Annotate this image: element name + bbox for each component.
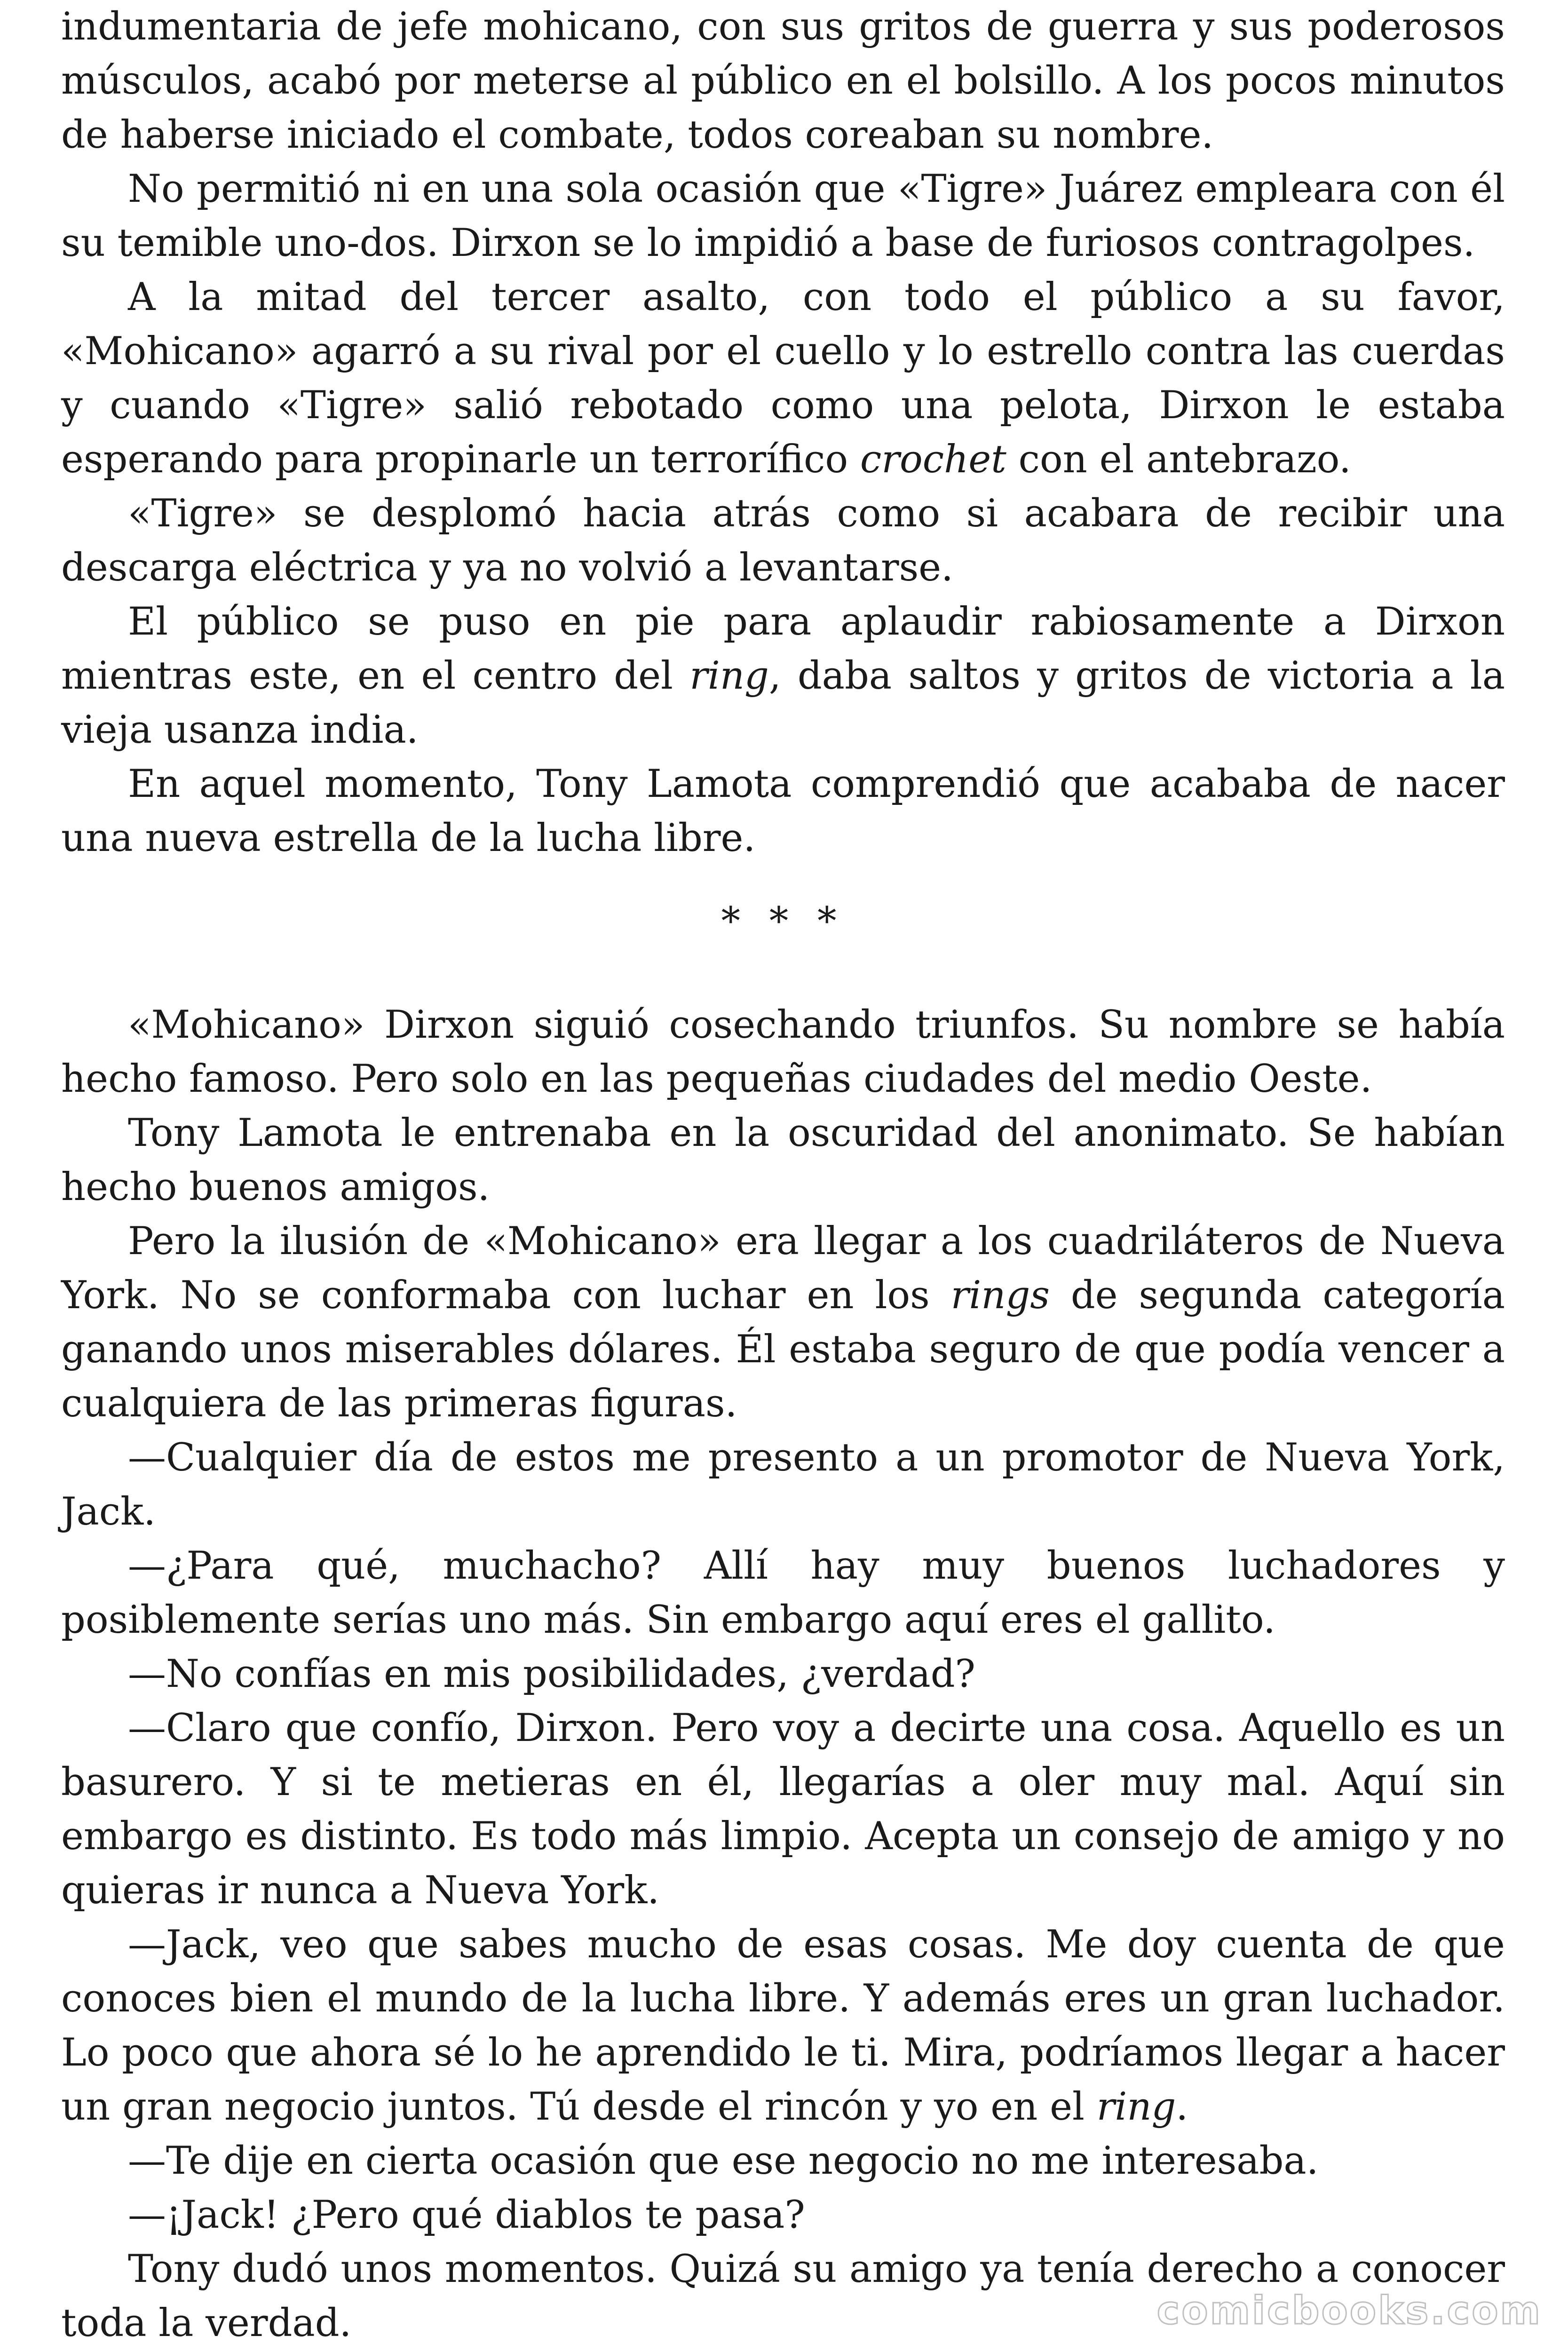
paragraph	[61, 2134, 1505, 2188]
paragraph-text: «Tigre» se desplomó hacia atrás como si acabara de recibir una descarga eléctrica y ya no volvió a levantarse.	[61, 492, 1505, 590]
paragraph	[61, 1647, 1505, 1701]
paragraph-text: —¡Jack! ¿Pero qué diablos te pasa?	[128, 2193, 805, 2237]
paragraph	[61, 595, 1505, 757]
paragraph-text: —Jack, veo que sabes mucho de esas cosas. Me doy cuenta de que conoces bien el mundo de la lucha libre. Y además eres un gran luchador. Lo poco que ahora sé lo he aprendido le ti. Mira, podríamos llegar a hacer un gran negocio juntos. Tú desde el rincón y yo en el	[61, 1923, 1505, 2129]
paragraph	[61, 1215, 1505, 1431]
paragraph	[61, 270, 1505, 487]
paragraph-text: «Mohicano» Dirxon siguió cosechando triunfos. Su nombre se había hecho famoso. Pero solo en las pequeñas ciudades del medio Oeste.	[61, 1003, 1505, 1101]
paragraph-text: —Claro que confío, Dirxon. Pero voy a decirte una cosa. Aquello es un basurero. Y si te metieras en él, llegarías a oler muy mal. Aquí sin embargo es distinto. Es todo más limpio. Acepta un consejo de amigo y no quieras ir nunca a Nueva York.	[61, 1706, 1505, 1913]
italic-text: ring	[1096, 2085, 1176, 2129]
scene-separator: * * *	[721, 899, 845, 944]
paragraph-text: —Cualquier día de estos me presento a un promotor de Nueva York, Jack.	[61, 1436, 1505, 1534]
paragraph-text: , daba saltos y gritos de victoria a la vieja usanza india.	[61, 654, 1505, 752]
paragraph	[61, 1701, 1505, 1918]
paragraph-text: Pero la ilusión de «Mohicano» era llegar a los cuadriláteros de Nueva York. No se conformaba con luchar en los	[61, 1219, 1505, 1318]
paragraph-text: —No confías en mis posibilidades, ¿verdad?	[128, 1652, 975, 1696]
paragraph	[61, 487, 1505, 595]
paragraph	[61, 1539, 1505, 1647]
paragraph	[61, 998, 1505, 1106]
paragraph-text: indumentaria de jefe mohicano, con sus gritos de guerra y sus poderosos músculos, acabó por meterse al público en el bolsillo. A los pocos minutos de haberse iniciado el combate, todos coreaban su nombre.	[61, 5, 1505, 157]
italic-text: crochet	[860, 437, 1006, 482]
paragraph	[61, 1918, 1505, 2134]
paragraph	[61, 2188, 1505, 2242]
paragraph	[61, 757, 1505, 866]
paragraph-text: con el antebrazo.	[1006, 437, 1351, 482]
paragraph-text: A la mitad del tercer asalto, con todo el público a su favor, «Mohicano» agarró a su rival por el cuello y lo estrello contra las cuerdas y cuando «Tigre» salió rebotado como una pelota, Dirxon le estaba esperando para propinarle un terrorífico	[61, 275, 1505, 482]
paragraph-text: Tony dudó unos momentos. Quizá su amigo ya tenía derecho a conocer toda la verdad.	[61, 2247, 1505, 2345]
italic-text: ring	[689, 654, 769, 698]
paragraph-text: En aquel momento, Tony Lamota comprendió que acababa de nacer una nueva estrella de la lucha libre.	[61, 762, 1505, 860]
watermark-logo: comicbooks.com	[1156, 2288, 1542, 2333]
paragraph	[61, 162, 1505, 270]
paragraph-text: .	[1176, 2085, 1188, 2129]
text-section-2	[61, 998, 1505, 2351]
paragraph-text: No permitió ni en una sola ocasión que «Tigre» Juárez empleara con él su temible uno-dos. Dirxon se lo impidió a base de furiosos contragolpes.	[61, 167, 1505, 265]
paragraph	[61, 1106, 1505, 1215]
paragraph-text: El público se puso en pie para aplaudir rabiosamente a Dirxon mientras este, en el centro del	[61, 600, 1505, 698]
paragraph-text: Tony Lamota le entrenaba en la oscuridad del anonimato. Se habían hecho buenos amigos.	[61, 1111, 1505, 1209]
paragraph-text: —¿Para qué, muchacho? Allí hay muy buenos luchadores y posiblemente serías uno más. Sin embargo aquí eres el gallito.	[61, 1544, 1505, 1642]
italic-text: rings	[950, 1273, 1050, 1318]
paragraph-text: de segunda categoría ganando unos miserables dólares. Él estaba seguro de que podía vencer a cualquiera de las primeras figuras.	[61, 1273, 1505, 1426]
text-section-1	[61, 0, 1505, 866]
paragraph	[61, 0, 1505, 162]
paragraph-text: —Te dije en cierta ocasión que ese negocio no me interesaba.	[128, 2139, 1319, 2183]
paragraph	[61, 1431, 1505, 1539]
page-body	[61, 0, 1505, 2351]
